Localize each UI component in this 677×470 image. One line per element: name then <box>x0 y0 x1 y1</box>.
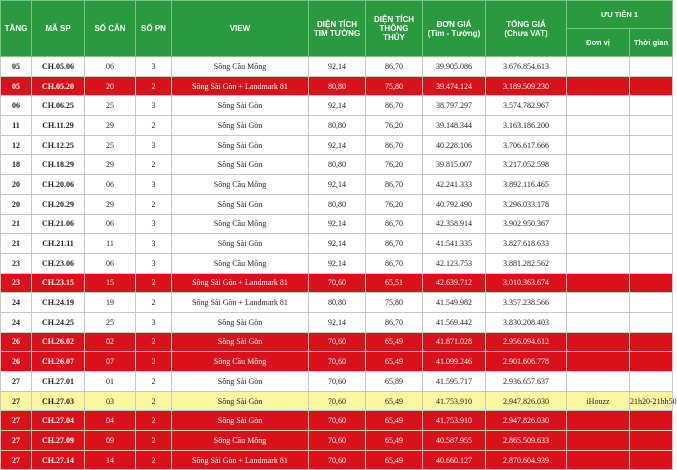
cell-don-vi <box>567 312 630 332</box>
cell-tong-gia: 3.827.618.633 <box>486 234 567 254</box>
cell-dt-tim-tuong: 92,14 <box>309 135 366 155</box>
cell-dt-tim-tuong: 92,14 <box>309 57 366 77</box>
cell-tang: 26 <box>1 352 32 372</box>
tong-gia-line1: TỔNG GIÁ <box>506 19 546 29</box>
table-row <box>1 352 673 372</box>
cell-ma-sp: CH.12.25 <box>32 135 85 155</box>
cell-ma-sp: CH.11.29 <box>32 116 85 136</box>
cell-dt-thong-thuy: 76,20 <box>366 194 423 214</box>
cell-so-can: 19 <box>85 293 136 313</box>
don-gia-line1: ĐƠN GIÁ <box>436 19 472 29</box>
cell-view: Sông Cầu Mông <box>172 431 309 451</box>
cell-so-pn: 3 <box>136 96 172 116</box>
cell-ma-sp: CH.05.20 <box>32 76 85 96</box>
cell-tong-gia: 3.010.363.674 <box>486 273 567 293</box>
table-row <box>1 175 673 195</box>
cell-don-vi <box>567 431 630 451</box>
cell-thoi-gian <box>630 175 673 195</box>
cell-so-pn: 2 <box>136 273 172 293</box>
cell-don-gia: 39.474.124 <box>423 76 486 96</box>
cell-so-can: 25 <box>85 96 136 116</box>
cell-view: Sông Sài Gòn <box>172 135 309 155</box>
cell-don-vi <box>567 155 630 175</box>
cell-tong-gia: 2.865.509.633 <box>486 431 567 451</box>
cell-dt-thong-thuy: 86,70 <box>366 234 423 254</box>
cell-dt-tim-tuong: 80,80 <box>309 293 366 313</box>
cell-ma-sp: CH.26.02 <box>32 332 85 352</box>
cell-don-vi <box>567 372 630 392</box>
cell-so-can: 20 <box>85 76 136 96</box>
table-row <box>1 76 673 96</box>
col-don-gia <box>423 1 486 57</box>
cell-so-can: 09 <box>85 431 136 451</box>
cell-thoi-gian <box>630 253 673 273</box>
cell-don-vi <box>567 253 630 273</box>
cell-tong-gia: 2.936.657.637 <box>486 372 567 392</box>
cell-dt-thong-thuy: 76,20 <box>366 155 423 175</box>
cell-so-pn: 3 <box>136 57 172 77</box>
cell-don-vi <box>567 76 630 96</box>
cell-view: Sông Sài Gòn <box>172 391 309 411</box>
cell-so-pn: 2 <box>136 411 172 431</box>
cell-don-gia: 41.099.246 <box>423 352 486 372</box>
cell-tong-gia: 3.189.509.230 <box>486 76 567 96</box>
cell-dt-tim-tuong: 70,60 <box>309 450 366 470</box>
cell-thoi-gian <box>630 76 673 96</box>
cell-view: Sông Cầu Mông <box>172 253 309 273</box>
cell-don-vi <box>567 57 630 77</box>
cell-don-vi <box>567 214 630 234</box>
cell-so-can: 11 <box>85 234 136 254</box>
table-row <box>1 332 673 352</box>
cell-dt-thong-thuy: 75,80 <box>366 293 423 313</box>
table-row <box>1 391 673 411</box>
tong-gia-line2: (Chưa VAT) <box>504 28 548 38</box>
cell-so-pn: 2 <box>136 450 172 470</box>
cell-ma-sp: CH.21.06 <box>32 214 85 234</box>
cell-don-gia: 41.569.442 <box>423 312 486 332</box>
cell-dt-tim-tuong: 80,80 <box>309 194 366 214</box>
cell-view: Sông Sài Gòn <box>172 411 309 431</box>
table-row <box>1 214 673 234</box>
cell-don-gia: 42.241.333 <box>423 175 486 195</box>
cell-dt-tim-tuong: 70,60 <box>309 273 366 293</box>
cell-don-gia: 42.358.914 <box>423 214 486 234</box>
cell-don-gia: 38.797.297 <box>423 96 486 116</box>
cell-so-pn: 2 <box>136 155 172 175</box>
cell-tang: 27 <box>1 431 32 451</box>
cell-don-vi <box>567 135 630 155</box>
cell-ma-sp: CH.26.07 <box>32 352 85 372</box>
cell-so-can: 06 <box>85 214 136 234</box>
table-row <box>1 411 673 431</box>
cell-dt-tim-tuong: 70,60 <box>309 352 366 372</box>
cell-view: Sông Sài Gòn <box>172 372 309 392</box>
cell-ma-sp: CH.24.25 <box>32 312 85 332</box>
cell-tang: 05 <box>1 76 32 96</box>
cell-so-pn: 2 <box>136 194 172 214</box>
cell-so-pn: 2 <box>136 431 172 451</box>
cell-view: Sông Sài Gòn <box>172 116 309 136</box>
cell-tang: 11 <box>1 116 32 136</box>
col-view: VIEW <box>172 1 309 57</box>
cell-view: Sông Sài Gòn <box>172 96 309 116</box>
cell-so-pn: 3 <box>136 253 172 273</box>
cell-ma-sp: CH.23.06 <box>32 253 85 273</box>
cell-view: Sông Sài Gòn <box>172 194 309 214</box>
cell-thoi-gian <box>630 411 673 431</box>
col-dien-tich-tim-tuong <box>309 1 366 57</box>
col-don-vi: Đơn vị <box>567 29 630 57</box>
cell-don-gia: 39.815.007 <box>423 155 486 175</box>
cell-thoi-gian <box>630 431 673 451</box>
cell-don-gia: 41.595.717 <box>423 372 486 392</box>
cell-dt-tim-tuong: 92,14 <box>309 175 366 195</box>
cell-ma-sp: CH.21.11 <box>32 234 85 254</box>
cell-so-can: 03 <box>85 391 136 411</box>
cell-so-pn: 2 <box>136 293 172 313</box>
cell-view: Sông Sài Gòn <box>172 312 309 332</box>
cell-dt-tim-tuong: 80,80 <box>309 116 366 136</box>
don-gia-line2: (Tim - Tường) <box>427 28 481 38</box>
cell-don-gia: 41.753.910 <box>423 391 486 411</box>
cell-tong-gia: 3.830.208.403 <box>486 312 567 332</box>
cell-don-vi: iHouzz <box>567 391 630 411</box>
cell-thoi-gian <box>630 372 673 392</box>
col-thoi-gian: Thời gian <box>630 29 673 57</box>
table-row <box>1 116 673 136</box>
cell-tong-gia: 2.901.606.778 <box>486 352 567 372</box>
dt-thong-thuy-line1: DIỆN TÍCH <box>374 15 414 24</box>
cell-so-pn: 2 <box>136 116 172 136</box>
cell-dt-tim-tuong: 70,60 <box>309 391 366 411</box>
cell-so-pn: 2 <box>136 352 172 372</box>
col-tang: TẦNG <box>1 1 32 57</box>
cell-so-pn: 3 <box>136 312 172 332</box>
cell-so-can: 02 <box>85 332 136 352</box>
cell-tang: 27 <box>1 372 32 392</box>
cell-so-can: 04 <box>85 411 136 431</box>
cell-tang: 26 <box>1 332 32 352</box>
cell-tang: 23 <box>1 253 32 273</box>
cell-so-pn: 2 <box>136 391 172 411</box>
cell-dt-thong-thuy: 65,49 <box>366 431 423 451</box>
cell-so-can: 15 <box>85 273 136 293</box>
cell-ma-sp: CH.20.29 <box>32 194 85 214</box>
header-row <box>1 1 673 29</box>
cell-ma-sp: CH.20.06 <box>32 175 85 195</box>
cell-so-pn: 2 <box>136 372 172 392</box>
table-row <box>1 450 673 470</box>
cell-dt-thong-thuy: 86,70 <box>366 253 423 273</box>
cell-so-pn: 3 <box>136 135 172 155</box>
cell-view: Sông Cầu Mông <box>172 57 309 77</box>
cell-view: Sông Sài Gòn <box>172 332 309 352</box>
cell-so-can: 06 <box>85 253 136 273</box>
cell-dt-tim-tuong: 92,14 <box>309 234 366 254</box>
dt-thong-thuy-line2: THÔNG <box>379 24 409 33</box>
table-row <box>1 312 673 332</box>
cell-dt-thong-thuy: 65,51 <box>366 273 423 293</box>
cell-thoi-gian <box>630 57 673 77</box>
cell-dt-thong-thuy: 75,80 <box>366 76 423 96</box>
cell-so-can: 29 <box>85 116 136 136</box>
table-row <box>1 253 673 273</box>
cell-so-can: 06 <box>85 57 136 77</box>
cell-dt-tim-tuong: 80,80 <box>309 76 366 96</box>
cell-don-vi <box>567 194 630 214</box>
cell-tong-gia: 3.706.617.666 <box>486 135 567 155</box>
cell-dt-tim-tuong: 80,80 <box>309 155 366 175</box>
cell-tong-gia: 3.296.033.178 <box>486 194 567 214</box>
cell-view: Sông Sài Gòn + Landmark 81 <box>172 273 309 293</box>
cell-ma-sp: CH.05.06 <box>32 57 85 77</box>
cell-tong-gia: 2.870.604.939 <box>486 450 567 470</box>
cell-don-gia: 41.753.910 <box>423 411 486 431</box>
cell-tang: 27 <box>1 411 32 431</box>
cell-thoi-gian <box>630 135 673 155</box>
table-row <box>1 372 673 392</box>
cell-ma-sp: CH.23.15 <box>32 273 85 293</box>
cell-dt-thong-thuy: 65,89 <box>366 372 423 392</box>
cell-view: Sông Sài Gòn <box>172 155 309 175</box>
cell-so-can: 14 <box>85 450 136 470</box>
cell-don-vi <box>567 352 630 372</box>
col-so-can: SỐ CĂN <box>85 1 136 57</box>
cell-don-gia: 41.871.028 <box>423 332 486 352</box>
cell-so-can: 29 <box>85 194 136 214</box>
table-row <box>1 96 673 116</box>
cell-dt-thong-thuy: 65,49 <box>366 411 423 431</box>
cell-dt-thong-thuy: 65,49 <box>366 352 423 372</box>
cell-thoi-gian <box>630 194 673 214</box>
cell-dt-thong-thuy: 76,20 <box>366 116 423 136</box>
cell-ma-sp: CH.06.25 <box>32 96 85 116</box>
cell-view: Sông Sài Gòn + Landmark 81 <box>172 293 309 313</box>
table-row <box>1 431 673 451</box>
cell-don-gia: 41.541.335 <box>423 234 486 254</box>
cell-thoi-gian <box>630 96 673 116</box>
cell-tong-gia: 3.902.950.367 <box>486 214 567 234</box>
cell-so-pn: 3 <box>136 175 172 195</box>
cell-don-vi <box>567 273 630 293</box>
cell-dt-thong-thuy: 65,49 <box>366 332 423 352</box>
cell-thoi-gian <box>630 116 673 136</box>
cell-dt-thong-thuy: 65,49 <box>366 391 423 411</box>
cell-don-vi <box>567 411 630 431</box>
cell-don-vi <box>567 234 630 254</box>
cell-dt-tim-tuong: 70,60 <box>309 431 366 451</box>
cell-so-pn: 3 <box>136 234 172 254</box>
cell-tang: 21 <box>1 214 32 234</box>
cell-tang: 24 <box>1 312 32 332</box>
cell-thoi-gian: 21h20-21hh50 <box>630 391 673 411</box>
cell-view: Sông Sài Gòn <box>172 234 309 254</box>
col-so-pn: SỐ PN <box>136 1 172 57</box>
cell-don-vi <box>567 116 630 136</box>
dt-thong-thuy-line3: THỦY <box>383 33 405 42</box>
cell-so-can: 25 <box>85 312 136 332</box>
table-row <box>1 57 673 77</box>
cell-view: Sông Sài Gòn + Landmark 81 <box>172 76 309 96</box>
cell-tang: 27 <box>1 391 32 411</box>
col-tong-gia <box>486 1 567 57</box>
cell-dt-tim-tuong: 92,14 <box>309 253 366 273</box>
cell-tang: 21 <box>1 234 32 254</box>
table-row <box>1 234 673 254</box>
cell-so-can: 29 <box>85 155 136 175</box>
cell-thoi-gian <box>630 312 673 332</box>
cell-don-vi <box>567 332 630 352</box>
table-row <box>1 293 673 313</box>
cell-thoi-gian <box>630 332 673 352</box>
cell-tang: 05 <box>1 57 32 77</box>
col-uu-tien: ƯU TIÊN 1 <box>567 1 673 29</box>
table-row <box>1 194 673 214</box>
cell-ma-sp: CH.27.01 <box>32 372 85 392</box>
cell-so-can: 01 <box>85 372 136 392</box>
cell-tang: 23 <box>1 273 32 293</box>
cell-don-gia: 39.905.086 <box>423 57 486 77</box>
cell-dt-tim-tuong: 92,14 <box>309 96 366 116</box>
table-row <box>1 135 673 155</box>
cell-don-gia: 42.123.753 <box>423 253 486 273</box>
cell-don-gia: 39.148.344 <box>423 116 486 136</box>
cell-so-pn: 2 <box>136 332 172 352</box>
cell-ma-sp: CH.24.19 <box>32 293 85 313</box>
cell-dt-thong-thuy: 86,70 <box>366 57 423 77</box>
cell-view: Sông Cầu Mông <box>172 352 309 372</box>
cell-so-can: 25 <box>85 135 136 155</box>
cell-thoi-gian <box>630 293 673 313</box>
cell-tong-gia: 3.163.186.200 <box>486 116 567 136</box>
cell-ma-sp: CH.18.29 <box>32 155 85 175</box>
cell-dt-tim-tuong: 92,14 <box>309 312 366 332</box>
cell-so-can: 06 <box>85 175 136 195</box>
cell-don-gia: 41.549.982 <box>423 293 486 313</box>
cell-don-gia: 40.228.106 <box>423 135 486 155</box>
cell-ma-sp: CH.27.03 <box>32 391 85 411</box>
cell-don-gia: 40.792.490 <box>423 194 486 214</box>
col-ma-sp: MÃ SP <box>32 1 85 57</box>
cell-dt-thong-thuy: 86,70 <box>366 312 423 332</box>
table-row <box>1 273 673 293</box>
cell-don-gia: 40.587.955 <box>423 431 486 451</box>
cell-dt-tim-tuong: 70,60 <box>309 332 366 352</box>
cell-dt-thong-thuy: 86,70 <box>366 214 423 234</box>
cell-ma-sp: CH.27.04 <box>32 411 85 431</box>
cell-thoi-gian <box>630 273 673 293</box>
cell-tong-gia: 3.676.854.613 <box>486 57 567 77</box>
cell-so-can: 07 <box>85 352 136 372</box>
cell-dt-tim-tuong: 92,14 <box>309 214 366 234</box>
cell-thoi-gian <box>630 155 673 175</box>
dt-tim-tuong-line1: DIỆN TÍCH <box>317 19 357 29</box>
cell-dt-tim-tuong: 70,60 <box>309 411 366 431</box>
cell-tong-gia: 3.892.116.465 <box>486 175 567 195</box>
cell-don-vi <box>567 96 630 116</box>
cell-don-vi <box>567 450 630 470</box>
cell-thoi-gian <box>630 352 673 372</box>
cell-dt-thong-thuy: 86,70 <box>366 175 423 195</box>
cell-dt-thong-thuy: 86,70 <box>366 96 423 116</box>
cell-thoi-gian <box>630 234 673 254</box>
cell-view: Sông Cầu Mông <box>172 214 309 234</box>
cell-don-gia: 42.639.712 <box>423 273 486 293</box>
cell-tong-gia: 2.947.826.030 <box>486 391 567 411</box>
cell-ma-sp: CH.27.09 <box>32 431 85 451</box>
cell-dt-thong-thuy: 65,49 <box>366 450 423 470</box>
cell-tong-gia: 2.956.094.612 <box>486 332 567 352</box>
cell-thoi-gian <box>630 450 673 470</box>
cell-view: Sông Sài Gòn + Landmark 81 <box>172 450 309 470</box>
cell-tang: 20 <box>1 194 32 214</box>
cell-thoi-gian <box>630 214 673 234</box>
dt-tim-tuong-line2: TIM TƯỜNG <box>313 28 361 38</box>
cell-tang: 18 <box>1 155 32 175</box>
cell-so-pn: 3 <box>136 214 172 234</box>
cell-tong-gia: 2.947.826.030 <box>486 411 567 431</box>
cell-tang: 24 <box>1 293 32 313</box>
cell-don-gia: 40.660.127 <box>423 450 486 470</box>
table-row <box>1 155 673 175</box>
cell-tang: 06 <box>1 96 32 116</box>
cell-don-vi <box>567 175 630 195</box>
cell-so-pn: 2 <box>136 76 172 96</box>
cell-tong-gia: 3.881.282.562 <box>486 253 567 273</box>
cell-view: Sông Cầu Mông <box>172 175 309 195</box>
cell-dt-thong-thuy: 86,70 <box>366 135 423 155</box>
cell-don-vi <box>567 293 630 313</box>
table-body <box>1 57 677 470</box>
cell-tong-gia: 3.574.782.967 <box>486 96 567 116</box>
cell-ma-sp: CH.27.14 <box>32 450 85 470</box>
col-dien-tich-thong-thuy <box>366 1 423 57</box>
cell-tang: 12 <box>1 135 32 155</box>
cell-tong-gia: 3.217.052.598 <box>486 155 567 175</box>
cell-dt-tim-tuong: 70,60 <box>309 372 366 392</box>
cell-tang: 27 <box>1 450 32 470</box>
cell-tang: 20 <box>1 175 32 195</box>
cell-tong-gia: 3.357.238.566 <box>486 293 567 313</box>
